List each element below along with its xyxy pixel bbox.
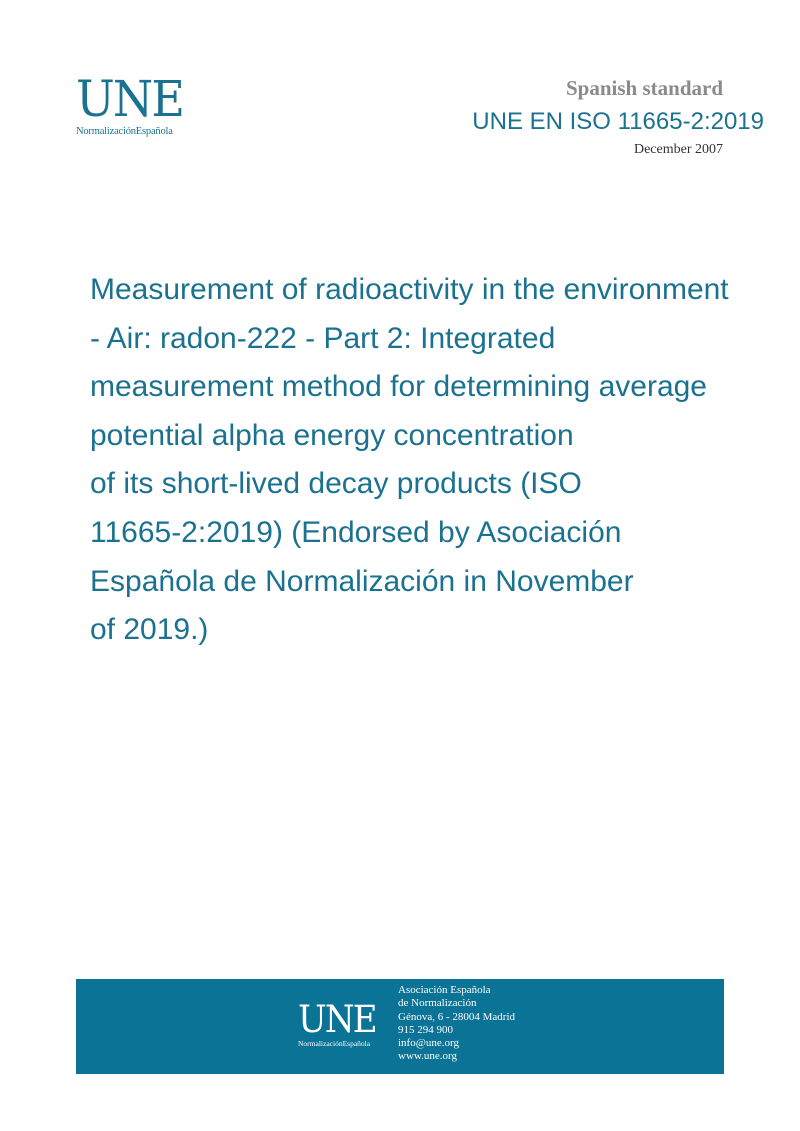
- publisher-email: info@une.org: [398, 1037, 459, 1050]
- title-line: Española de Normalización in November: [90, 564, 634, 598]
- document-title: [90, 266, 780, 655]
- standard-date: December 2007: [633, 142, 723, 157]
- title-line: 11665-2:2019) (Endorsed by Asociación: [90, 515, 622, 549]
- logo-mark: UNE: [76, 70, 184, 128]
- title-line: of 2019.): [90, 613, 209, 647]
- standard-code: UNE EN ISO 11665-2:2019: [472, 108, 764, 135]
- footer-logo-tagline: NormalizaciónEspañola: [298, 1039, 371, 1048]
- title-line: Measurement of radioactivity in the environment: [90, 273, 729, 306]
- publisher-address: Génova, 6 - 28004 Madrid: [398, 1010, 516, 1023]
- publisher-name-line2: de Normalización: [398, 997, 477, 1010]
- title-line: - Air: radon-222 - Part 2: Integrated: [90, 321, 556, 355]
- title-line: potential alpha energy concentration: [90, 418, 574, 452]
- publisher-footer: [76, 979, 724, 1074]
- footer-logo-mark: UNE: [298, 998, 376, 1041]
- title-line: of its short-lived decay products (ISO: [90, 467, 582, 501]
- publisher-website: www.une.org: [398, 1050, 457, 1063]
- publisher-contact: [398, 984, 515, 1064]
- une-logo: [76, 70, 196, 137]
- title-line: measurement method for determining average: [90, 370, 707, 404]
- publisher-name-line1: Asociación Española: [398, 984, 491, 996]
- standard-kind: Spanish standard: [566, 76, 723, 100]
- logo-tagline: NormalizaciónEspañola: [76, 126, 173, 137]
- publisher-phone: 915 294 900: [398, 1023, 453, 1036]
- footer-une-logo: [298, 998, 388, 1048]
